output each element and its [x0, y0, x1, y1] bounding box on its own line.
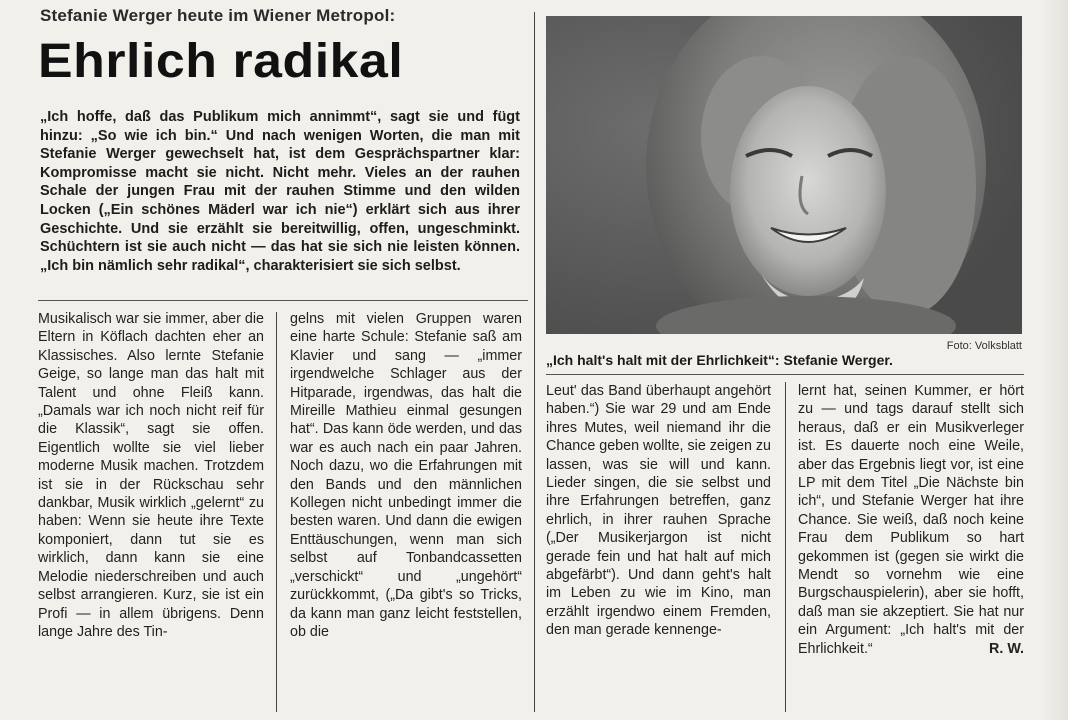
article-headline: Ehrlich radikal [38, 35, 404, 88]
portrait-photo [546, 16, 1022, 334]
portrait-image [546, 16, 1022, 334]
column-rule-1 [276, 312, 277, 712]
column-rule-3 [785, 382, 786, 712]
body-column-3: Leut' das Band überhaupt angehört haben.“) Sie war 29 und am Ende ihres Mutes, weil niemand ihr die Chance geben wollte, sie zeigen zu lassen, was sie will und kann. Lieder singen, die sie selbst und ihre Erfahrungen betreffen, ganz ehrlich, in ihrer rauhen Sprache („Der Musikerjargon ist nicht gerade fein und hat halt auf mich abgefärbt“). Und dann geht's halt im Leben zu wie im Kino, man erzählt irgendwo einem Fremden, den man gerade kennenge- [546, 383, 771, 639]
photo-caption: „Ich halt's halt mit der Ehrlichkeit“: Stefanie Werger. [546, 352, 893, 368]
body-column-4 [798, 382, 1024, 715]
photo-credit: Foto: Volksblatt [946, 340, 1022, 352]
body-column-2: gelns mit vielen Gruppen waren eine harte Schule: Stefanie saß am Klavier und sang — „immer irgendwelche Schlager aus der Hitparade, irgendwas, das halt die Mireille Mathieu einmal gesungen hat“. Das kann öde werden, und das war es auch nach ein paar Jahren. Noch dazu, wo die Erfahrungen mit den Bands und den männlichen Kollegen nicht unbedingt immer die besten waren. Und dann die ewigen Enttäuschungen, wenn man sich selbst auf Tonbandcassetten „verschickt“ und „ungehört“ zurückkommt, („Da gibt's so Tricks, da kann man ganz leicht feststellen, ob die [290, 311, 522, 640]
caption-divider [546, 374, 1024, 375]
column-rule-main [534, 12, 535, 712]
author-signature: R. W. [989, 640, 1024, 657]
article-kicker: Stefanie Werger heute im Wiener Metropol: [40, 6, 396, 25]
lead-divider [38, 300, 528, 301]
body-column-4-text: lernt hat, seinen Kummer, er hört zu — und tags darauf stellt sich heraus, daß er ein Musikverleger ist. Es dauerte noch eine Weile, aber das Ergebnis liegt vor, ist eine LP mit dem Titel „Die Nächste bin ich“, und Stefanie Werger hat ihre Chance. Sie weiß, daß noch keine Frau dem Publikum so hart gekommen ist (gegen sie wirkt die Mendt so vornehm wie eine Burgschauspielerin), aber sie hofft, daß man sie akzeptiert. Sie hat nur ein Argument: „Ich halt's mit der Ehrlichkeit.“ [798, 383, 1024, 657]
body-column-1: Musikalisch war sie immer, aber die Eltern in Köflach dachten eher an Klassisches. Also lernte Stefanie Geige, so lange man das halt mit Talent und ohne Fleiß kann. „Damals war ich noch nicht reif für die Klassik“, sagt sie offen. Eigentlich wollte sie viel lieber moderne Musik machen. Trotzdem ist sie in der Rückschau sehr dankbar, Musik wirklich „gelernt“ zu haben: Wenn sie heute ihre Texte komponiert, dann tut sie es wirklich, dann kann sie eine Melodie niederschreiben und auch selbst arrangieren. Kurz, sie ist ein Profi — in allem übrigens. Denn lange Jahre des Tin- [38, 311, 264, 640]
article-lead: „Ich hoffe, daß das Publikum mich annimmt“, sagt sie und fügt hinzu: „So wie ich bin.“ Und nach wenigen Worten, die man mit Stefanie Werger gewechselt hat, ist dem Gesprächspartner klar: Kompromisse macht sie nicht. Nicht mehr. Vieles an der rauhen Schale der jungen Frau mit der rauhen Stimme und den wilden Locken („Ein schönes Mäderl war ich nie“) erklärt sich aus ihrer Geschichte. Und sie erzählt sie bereitwillig, offen, ungeschminkt. Schüchtern ist sie auch nicht — das hat sie sich nie leisten können. „Ich bin nämlich sehr radikal“, charakterisiert sie sich selbst. [40, 109, 520, 274]
page-edge [1040, 0, 1068, 720]
